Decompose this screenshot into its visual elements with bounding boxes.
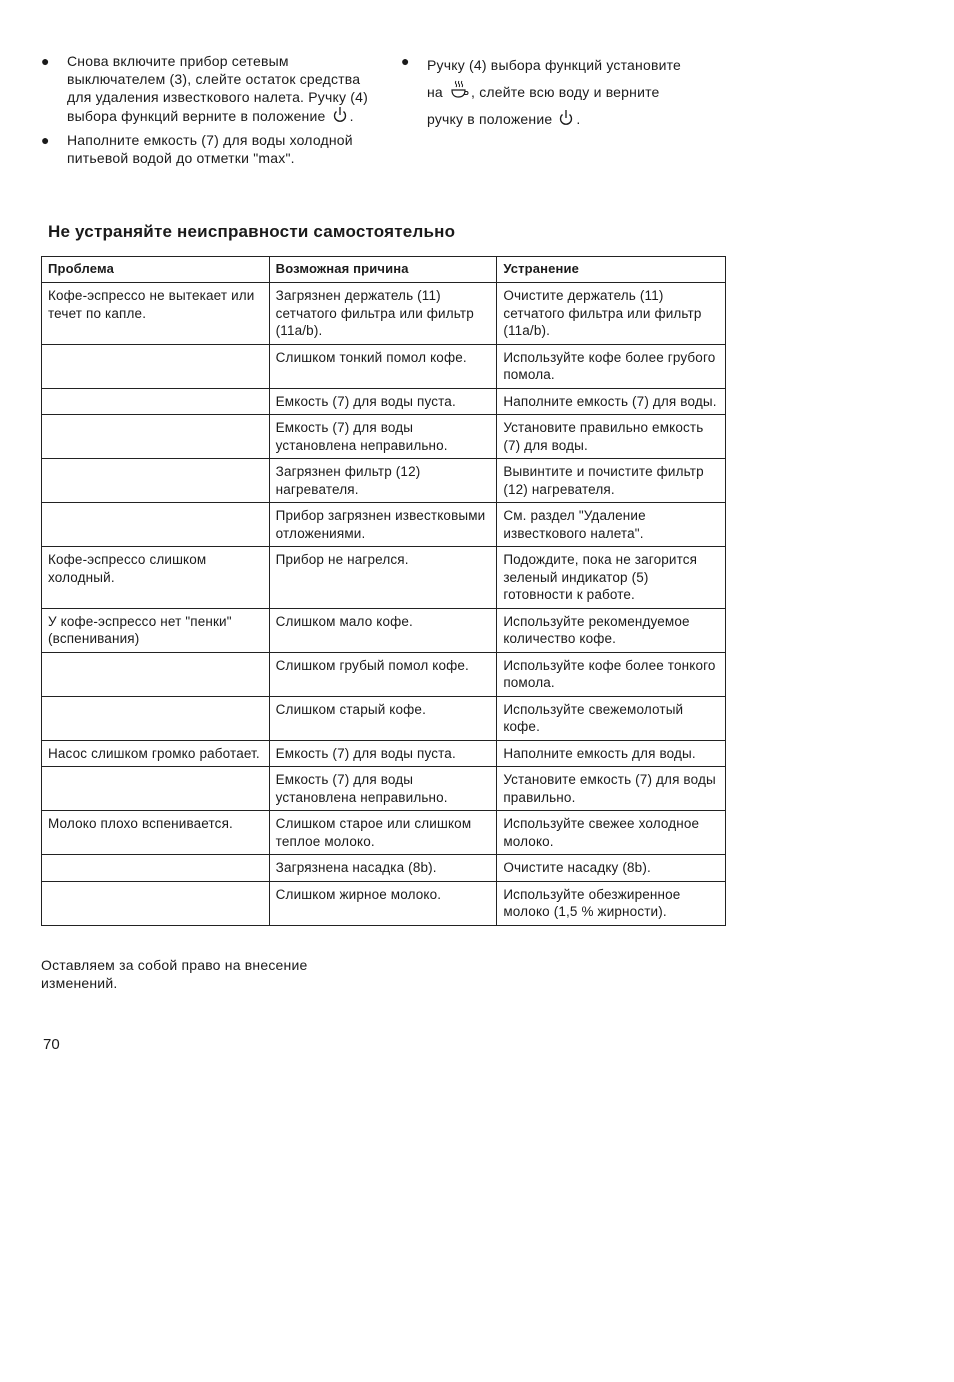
cell-problem — [42, 415, 270, 459]
bullet-item — [41, 131, 371, 167]
cell-problem — [42, 344, 270, 388]
cell-cause: Загрязнена насадка (8b). — [269, 855, 497, 882]
cell-cause: Слишком жирное молоко. — [269, 881, 497, 925]
cell-cause: Слишком мало кофе. — [269, 608, 497, 652]
power-icon — [332, 106, 348, 124]
cell-problem — [42, 696, 270, 740]
table-row — [42, 503, 726, 547]
cell-solution: Установите правильно емкость (7) для воды. — [497, 415, 726, 459]
cell-problem: Кофе-эспрессо слишком холодный. — [42, 547, 270, 609]
bullet-line-1: Ручку (4) выбора функций установите — [427, 57, 682, 73]
cell-cause: Слишком грубый помол кофе. — [269, 652, 497, 696]
cell-cause: Емкость (7) для воды пуста. — [269, 388, 497, 415]
cell-solution: Используйте свежее холодное молоко. — [497, 811, 726, 855]
table-header-row — [42, 257, 726, 283]
cell-problem: У кофе-эспрессо нет "пенки" (вспенивания) — [42, 608, 270, 652]
table-row — [42, 415, 726, 459]
cell-solution: Установите емкость (7) для воды правильно. — [497, 767, 726, 811]
bullet-text: Наполните емкость (7) для воды холодной питьевой водой до отметки "max". — [67, 132, 353, 166]
cell-problem: Молоко плохо вспенивается. — [42, 811, 270, 855]
cell-cause: Прибор загрязнен известковыми отложениями. — [269, 503, 497, 547]
bullet-line-3-start: ручку в положение — [427, 111, 553, 127]
cell-problem — [42, 881, 270, 925]
cell-solution: См. раздел "Удаление известкового налета". — [497, 503, 726, 547]
table-row — [42, 767, 726, 811]
cell-solution: Подождите, пока не загорится зеленый индикатор (5) готовности к работе. — [497, 547, 726, 609]
cell-solution: Используйте кофе более грубого помола. — [497, 344, 726, 388]
cell-cause: Прибор не нагрелся. — [269, 547, 497, 609]
cell-solution: Вывинтите и почистите фильтр (12) нагревателя. — [497, 459, 726, 503]
column-header-problem: Проблема — [42, 257, 270, 283]
table-body — [42, 283, 726, 926]
cell-cause: Загрязнен держатель (11) сетчатого фильтра или фильтр (11a/b). — [269, 283, 497, 345]
cell-problem — [42, 767, 270, 811]
cell-cause: Емкость (7) для воды пуста. — [269, 740, 497, 767]
bullet-text: Снова включите прибор сетевым выключателем (3), слейте остаток средства для удаления известкового налета. Ручку (4) выбора функций верните в положение — [67, 53, 368, 124]
cell-solution: Очистите держатель (11) сетчатого фильтра или фильтр (11a/b). — [497, 283, 726, 345]
section-heading: Не устраняйте неисправности самостоятельно — [48, 222, 456, 241]
table-row — [42, 881, 726, 925]
cell-problem: Кофе-эспрессо не вытекает или течет по капле. — [42, 283, 270, 345]
table-row — [42, 696, 726, 740]
table-row — [42, 547, 726, 609]
cell-problem — [42, 855, 270, 882]
bullet-item — [41, 52, 371, 125]
table-row — [42, 740, 726, 767]
cell-solution: Наполните емкость для воды. — [497, 740, 726, 767]
cell-solution: Используйте обезжиренное молоко (1,5 % жирности). — [497, 881, 726, 925]
bullet-dot: ● — [41, 132, 50, 148]
cell-problem — [42, 459, 270, 503]
disclaimer-note: Оставляем за собой право на внесение изменений. — [41, 957, 308, 991]
table-row — [42, 652, 726, 696]
table-row — [42, 608, 726, 652]
bullet-item — [401, 52, 741, 133]
power-icon — [558, 109, 574, 127]
bullet-line-2-start: на — [427, 84, 443, 100]
cell-solution: Наполните емкость (7) для воды. — [497, 388, 726, 415]
cell-problem: Насос слишком громко работает. — [42, 740, 270, 767]
cell-cause: Слишком старый кофе. — [269, 696, 497, 740]
cell-cause: Слишком старое или слишком теплое молоко. — [269, 811, 497, 855]
cell-cause: Емкость (7) для воды установлена неправильно. — [269, 415, 497, 459]
cell-cause: Емкость (7) для воды установлена неправильно. — [269, 767, 497, 811]
bullet-end: . — [349, 108, 354, 124]
left-instructions — [41, 52, 371, 173]
bullet-line-3-end: . — [576, 111, 581, 127]
bullet-dot: ● — [401, 53, 410, 69]
column-header-solution: Устранение — [497, 257, 726, 283]
table-row — [42, 283, 726, 345]
table-row — [42, 855, 726, 882]
troubleshooting-table — [41, 256, 726, 926]
cell-problem — [42, 388, 270, 415]
cell-solution: Очистите насадку (8b). — [497, 855, 726, 882]
cell-solution: Используйте свежемолотый кофе. — [497, 696, 726, 740]
cell-cause: Слишком тонкий помол кофе. — [269, 344, 497, 388]
right-instructions — [401, 52, 741, 139]
steam-cup-icon — [449, 80, 469, 100]
bullet-dot: ● — [41, 53, 50, 69]
table-row — [42, 344, 726, 388]
cell-solution: Используйте кофе более тонкого помола. — [497, 652, 726, 696]
table-row — [42, 388, 726, 415]
table-row — [42, 459, 726, 503]
cell-solution: Используйте рекомендуемое количество кофе. — [497, 608, 726, 652]
cell-problem — [42, 652, 270, 696]
bullet-line-2-end: , слейте всю воду и верните — [471, 84, 660, 100]
cell-cause: Загрязнен фильтр (12) нагревателя. — [269, 459, 497, 503]
table-row — [42, 811, 726, 855]
page-number: 70 — [43, 1036, 60, 1053]
column-header-cause: Возможная причина — [269, 257, 497, 283]
cell-problem — [42, 503, 270, 547]
